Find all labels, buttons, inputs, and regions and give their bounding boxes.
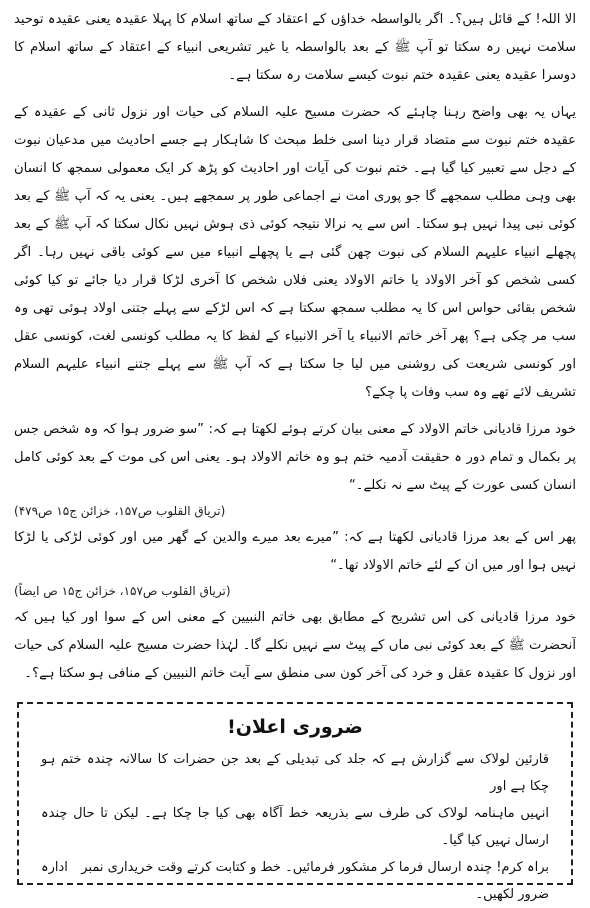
paragraph-4: پھر اس کے بعد مرزا قادیانی لکھتا ہے کہ: ”میرے بعد میرے والدین کے گھر میں اور کوئی لڑکی یا لڑکا نہیں ہوا اور میں ان کے لئے خاتم الاولاد تھا۔“ bbox=[14, 530, 576, 573]
notice-line-2: انہیں ماہنامہ لولاک کی طرف سے بذریعہ خط آگاہ بھی کیا جا چکا ہے۔ لیکن تا حال چندہ ارسال نہیں کیا گیا۔ bbox=[41, 806, 549, 848]
paragraph-2: یہاں یہ بھی واضح رہنا چاہئے کہ حضرت مسیح علیہ السلام کی حیات اور نزول ثانی کے عقیدہ کے عقیدہ ختم نبوت سے متضاد قرار دینا اسی خلط مبحث کا شاہکار ہے جسے احادیث میں مدعیان نبوت کے دجل سے تعبیر کیا گیا ہے۔ ختم نبوت کی آیات اور احادیث کو پڑھ کر ایک معمولی سمجھ کا انسان بھی وہی مطلب سمجھے گا جو پوری امت نے اجماعی طور پر سمجھے ہیں۔ یعنی یہ کہ آپ ﷺ کے بعد کوئی نبی پیدا نہیں ہو سکتا۔ اس سے یہ نرالا نتیجہ کوئی ذی ہوش نہیں نکال سکتا کہ آپ ﷺ کے بعد پچھلے انبیاء علیہم السلام کی نبوت چھن گئی ہے یا پچھلے انبیاء میں سے کوئی باقی نہیں رہا۔ اگر کسی شخص کو آخر الاولاد یا خاتم الاولاد یعنی فلاں شخص کا آخری لڑکا قرار دیا جائے تو کیا کوئی شخص بقائی حواس اس کا یہ مطلب سمجھ سکتا ہے کہ اس لڑکے سے پہلے جتنی اولاد ہوئی تھی وہ سب مر چکی ہے؟ پھر آخر خاتم الانبیاء یا آخر الانبیاء کے لفظ کا یہ مطلب کونسی لغت، کونسی عقل اور کونسی شریعت کی روشنی میں لیا جا سکتا ہے کہ آپ ﷺ سے پہلے جتنے انبیاء علیہم السلام تشریف لائے تھے وہ سب وفات پا چکے؟ bbox=[14, 105, 576, 400]
notice-box bbox=[17, 702, 573, 902]
paragraph-3: خود مرزا قادیانی خاتم الاولاد کے معنی بیان کرتے ہوئے لکھتا ہے کہ: ”سو ضرور ہوا کہ وہ شخص جس پر بکمال و تمام دور ہ حقیقت آدمیہ ختم ہو وہ خاتم الاولاد ہو۔ یعنی اس کی موت کے بعد کوئی کامل انسان کسی عورت کے پیٹ سے نہ نکلے۔“ bbox=[14, 422, 576, 493]
paragraph-5: خود مرزا قادیانی کی اس تشریح کے مطابق بھی خاتم النبیین کے معنی اس کے سوا اور کیا ہیں کہ آنحضرت ﷺ کے بعد کوئی نبی ماں کے پیٹ سے نہیں نکلے گا۔ لہٰذا حضرت مسیح علیہ السلام کی حیات اور نزول کا عقیدہ عقل و خرد کی آخر کون سی منطق سے آیت خاتم النبیین کے منافی ہو سکتا ہے؟۔ bbox=[14, 610, 576, 681]
citation-1: (تریاق القلوب ص۱۵۷، خزائن ج۱۵ ص۴۷۹) bbox=[14, 504, 226, 518]
citation-2: (تریاق القلوب ص۱۵۷، خزائن ج۱۵ ص ایضاً) bbox=[14, 584, 231, 598]
notice-signature: ادارہ bbox=[41, 860, 68, 875]
notice-line-3: براہ کرم! چندہ ارسال فرما کر مشکور فرمائیں۔ خط و کتابت کرتے وقت خریداری نمبر ضرور لکھیں۔ bbox=[81, 860, 549, 902]
notice-footer bbox=[41, 854, 549, 908]
paragraph-1: الا اللہ! کے قائل ہیں؟۔ اگر بالواسطہ خداؤں کے اعتقاد کے ساتھ اسلام کا پہلا عقیدہ یعنی عقیدہ توحید سلامت نہیں رہ سکتا تو آپ ﷺ کے بعد بالواسطہ یا غیر تشریعی انبیاء کے اعتقاد کے ساتھ اسلام کا دوسرا عقیدہ یعنی عقیدہ ختم نبوت کیسے سلامت رہ سکتا ہے۔ bbox=[14, 12, 576, 83]
article-body bbox=[14, 6, 576, 688]
notice-title: ضروری اعلان! bbox=[227, 716, 363, 738]
notice-line-1: قارئین لولاک سے گزارش ہے کہ جلد کی تبدیلی کے بعد جن حضرات کا سالانہ چندہ ختم ہو چکا ہے اور bbox=[41, 752, 549, 794]
